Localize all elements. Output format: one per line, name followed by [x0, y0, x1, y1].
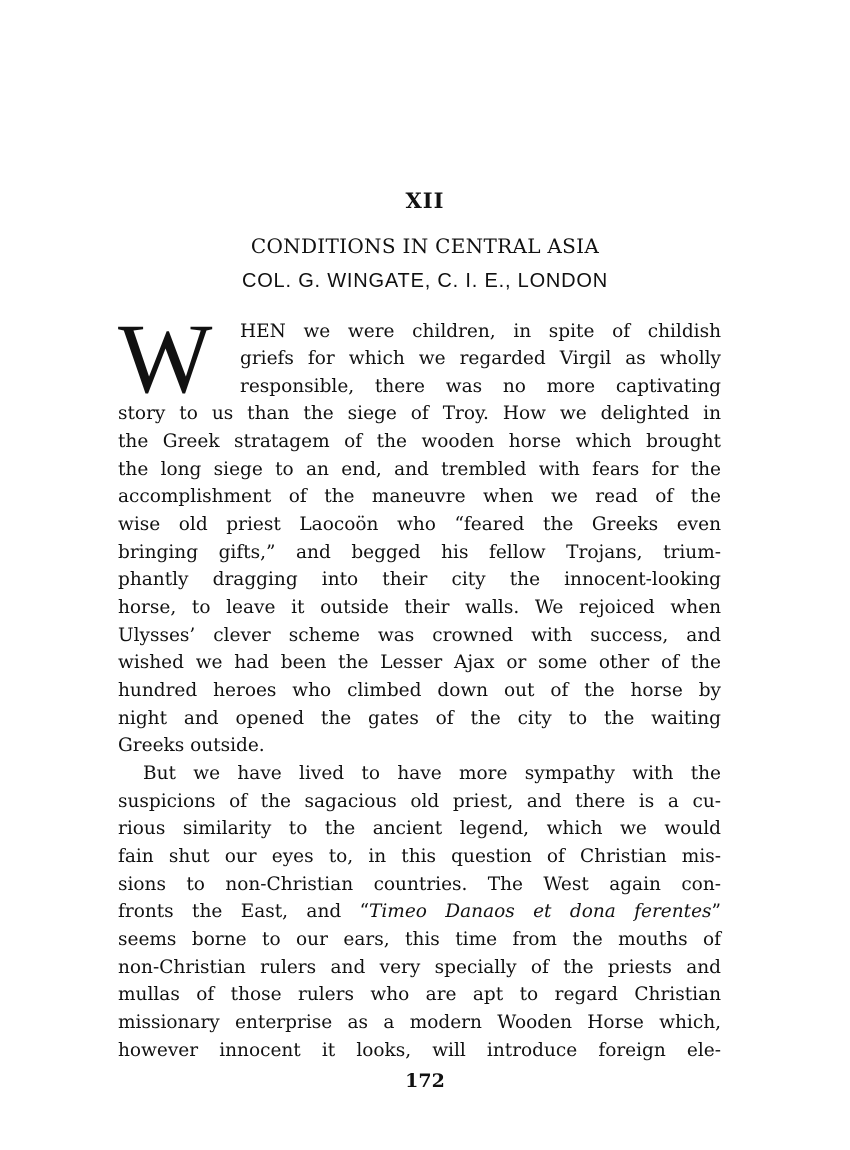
line-text: fronts the East, and “	[118, 901, 370, 922]
paragraph-line: bringing gifts,” and begged his fellow Trojans, trium-	[118, 542, 721, 563]
paragraph-line: wise old priest Laocoön who “feared the Greeks even	[118, 514, 721, 535]
paragraph-line: fain shut our eyes to, in this question of Christian mis-	[118, 846, 721, 867]
paragraph-line: non-Christian rulers and very specially of the priests and	[118, 957, 721, 978]
chapter-title: CONDITIONS IN CENTRAL ASIA	[250, 234, 600, 258]
paragraph-line: rious similarity to the ancient legend, which we would	[118, 818, 721, 839]
paragraph-line: Ulysses’ clever scheme was crowned with success, and	[118, 625, 721, 646]
paragraph-line: accomplishment of the maneuvre when we read of the	[118, 486, 721, 507]
paragraph-line: however innocent it looks, will introduce foreign ele-	[118, 1040, 721, 1061]
paragraph-line: mullas of those rulers who are apt to regard Christian	[118, 984, 721, 1005]
paragraph-line: night and opened the gates of the city to the waiting	[118, 708, 721, 729]
paragraph-line: the Greek stratagem of the wooden horse which brought	[118, 431, 721, 452]
paragraph-line: sions to non-Christian countries. The West again con-	[118, 874, 721, 895]
paragraph-line: griefs for which we regarded Virgil as wholly	[240, 348, 721, 369]
paragraph-line: phantly dragging into their city the innocent-looking	[118, 569, 721, 590]
paragraph-line: suspicions of the sagacious old priest, and there is a cu-	[118, 791, 721, 812]
paragraph-line: missionary enterprise as a modern Wooden Horse which,	[118, 1012, 721, 1033]
paragraph-line: horse, to leave it outside their walls. We rejoiced when	[118, 597, 721, 618]
paragraph-line: responsible, there was no more captivating	[240, 376, 721, 397]
paragraph-line: seems borne to our ears, this time from the mouths of	[118, 929, 721, 950]
paragraph-line: wished we had been the Lesser Ajax or some other of the	[118, 652, 721, 673]
paragraph-line: Greeks outside.	[118, 735, 265, 756]
latin-quote: Timeo Danaos et dona ferentes	[369, 901, 712, 922]
page-number: 172	[405, 1070, 445, 1092]
paragraph-line: hundred heroes who climbed down out of the horse by	[118, 680, 721, 701]
paragraph-line: the long siege to an end, and trembled with fears for the	[118, 459, 721, 480]
chapter-author: COL. G. WINGATE, C. I. E., LONDON	[241, 270, 609, 292]
paragraph-line-with-latin-quote	[118, 900, 721, 924]
chapter-number: XII	[405, 188, 445, 213]
paragraph-line: But we have lived to have more sympathy with the	[143, 763, 721, 784]
paragraph-line: HEN we were children, in spite of childish	[240, 321, 721, 342]
drop-cap: W	[118, 303, 213, 414]
closing-quote-mark: ”	[711, 901, 721, 922]
paragraph-line: story to us than the siege of Troy. How we delighted in	[118, 403, 721, 424]
